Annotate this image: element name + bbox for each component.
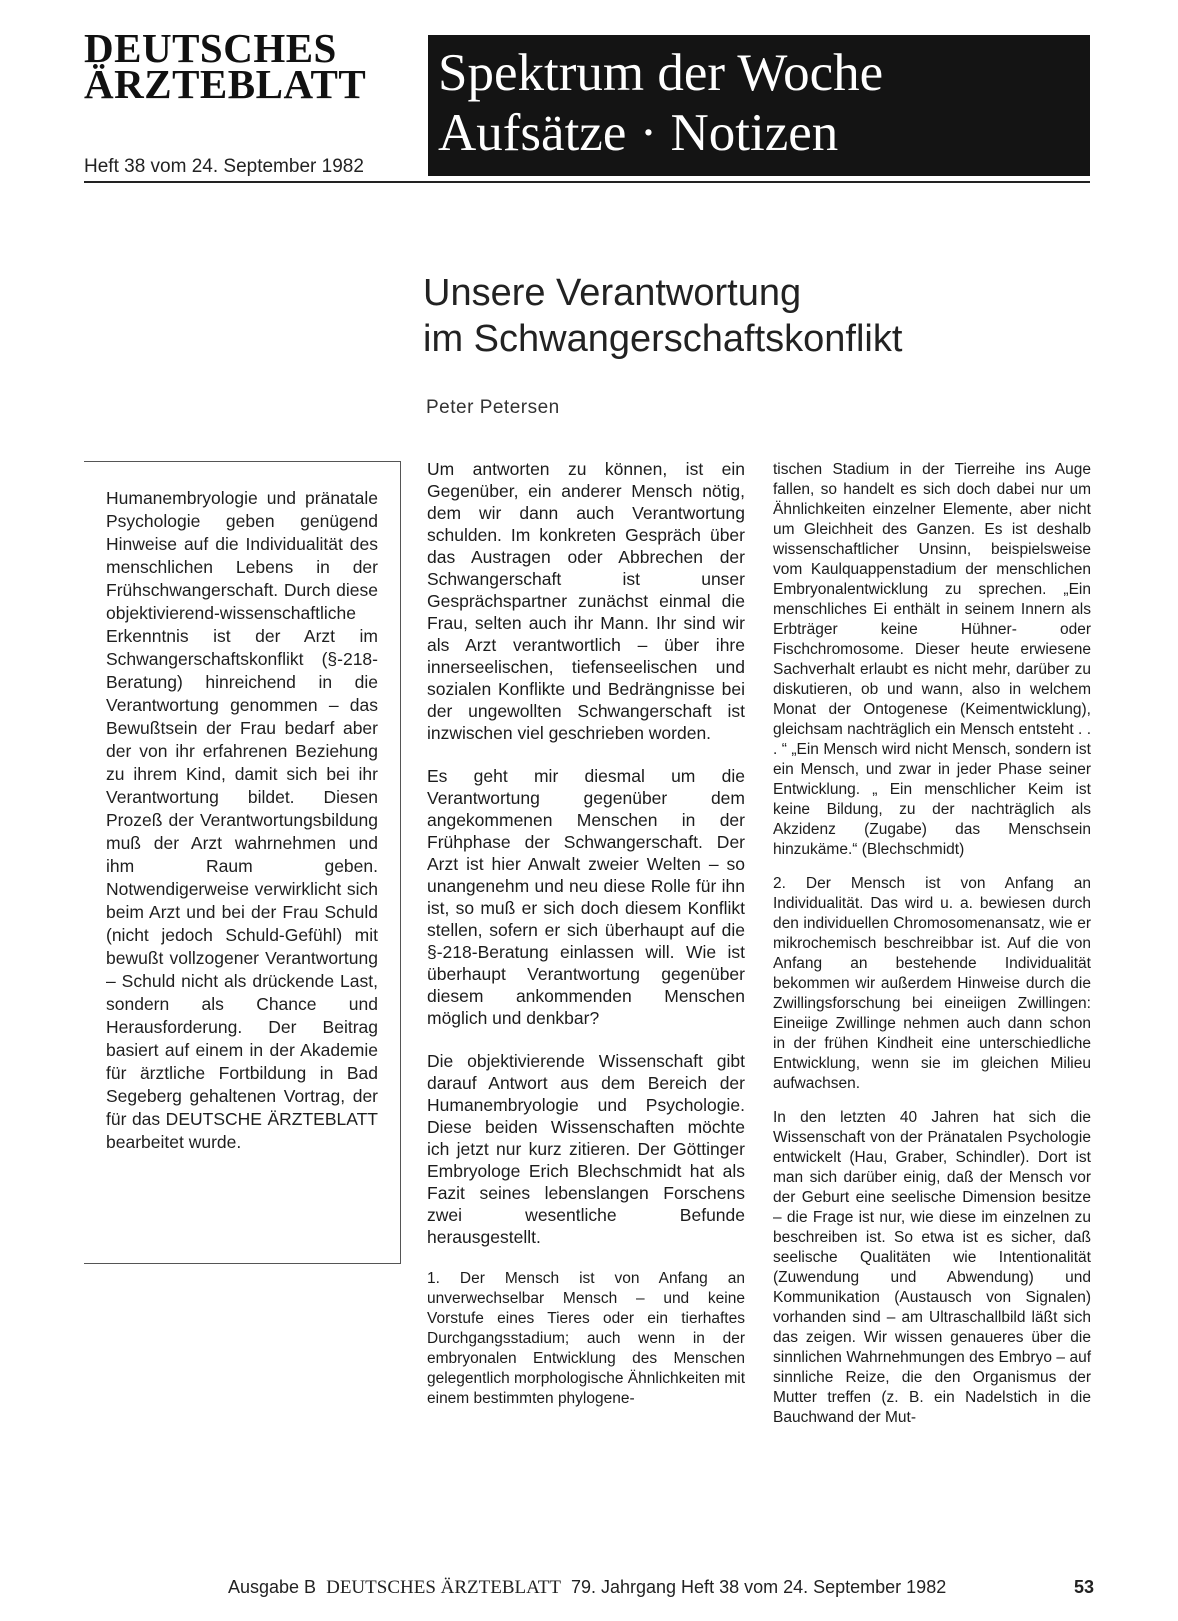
body-paragraph: Um antworten zu können, ist ein Gegenüber, ein anderer Mensch nötig, dem wir dann auch Verantwortung schulden. Im konkreten Gespräch über das Austragen oder Abbrechen der Schwangerschaft ist unser Gesprächspartner zunächst einmal die Frau, selten auch ihr Mann. Ihr sind wir als Arzt verantwortlich – über ihre innerseelischen, tiefenseelischen und sozialen Konflikte und Bedrängnisse bei der ungewollten Schwangerschaft ist inzwischen viel geschrieben worden. (427, 459, 745, 743)
body-paragraph: Es geht mir diesmal um die Verantwortung gegenüber dem angekommenen Menschen in der Frühphase der Schwangerschaft. Der Arzt ist hier Anwalt zweier Welten – so unangenehm und neu diese Rolle für ihn ist, so muß er sich doch diesem Konflikt stellen, sofern er sich überhaupt auf die §-218-Beratung einlassen will. Wie ist überhaupt Verantwortung gegenüber diesem ankommenden Menschen möglich und denkbar? (427, 766, 745, 1028)
issue-line: Heft 38 vom 24. September 1982 (84, 156, 364, 177)
footer-edition: Ausgabe B (228, 1577, 317, 1597)
footer-volume: 79. Jahrgang Heft 38 vom 24. September 1982 (570, 1577, 947, 1597)
page-number: 53 (1073, 1577, 1094, 1597)
body-column-right (773, 460, 1091, 1442)
body-paragraph: tischen Stadium in der Tierreihe ins Auge fallen, so handelt es sich doch dabei nur um Ähnlichkeiten einzelner Elemente, aber nicht um Gleichheit des Ganzen. Es ist deshalb wissenschaftlicher Unsinn, beispielsweise vom Kaulquappenstadium der menschlichen Embryonalentwicklung zu sprechen. „Ein menschliches Ei enthält in seinem Innern als Erbträger keine Hühner- oder Fischchromosome. Dieser heute erwiesene Sachverhalt erlaubt es nicht mehr, darüber zu diskutieren, ob und wann, also in welchem Monat der Ontogenese (Keimentwicklung), gleichsam nachträglich ein Mensch entsteht . . . “ „Ein Mensch wird nicht Mensch, sondern ist ein Mensch, und zwar in jeder Phase seiner Entwicklung. „ Ein menschlicher Keim ist keine Bildung, zu der nachträglich als Akzidenz (Zugabe) das Menschsein hinzukäme.“ (Blechschmidt) (773, 461, 1091, 858)
logo-line-1: DEUTSCHES (84, 25, 337, 71)
body-paragraph: 2. Der Mensch ist von Anfang an Individualität. Das wird u. a. bewiesen durch den individuellen Chromosomenansatz, wie er mikrochemisch beschreibbar ist. Auf die von Anfang an bestehende Individualität bekommen wir außerdem Hinweise durch die Zwillingsforschung bei eineiigen Zwillingen: Eineiige Zwillinge nehmen auch dann schon in der frühen Kindheit eine unterschiedliche Entwicklung, wenn sie im gleichen Milieu aufwachsen. (773, 875, 1091, 1092)
body-paragraph: Die objektivierende Wissenschaft gibt darauf Antwort aus dem Bereich der Humanembryologie und Psychologie. Diese beiden Wissenschaften möchte ich jetzt nur kurz zitieren. Der Göttinger Embryologe Erich Blechschmidt hat als Fazit seines lebenslangen Forschens zwei wesentliche Befunde herausgestellt. (427, 1051, 745, 1247)
section-banner (428, 35, 1090, 176)
body-paragraph: In den letzten 40 Jahren hat sich die Wissenschaft von der Pränatalen Psychologie entwickelt (Hau, Graber, Schindler). Dort ist man sich darüber einig, daß der Mensch vor der Geburt eine seelische Dimension besitze – die Frage ist nur, wie diese im einzelnen zu beschreiben ist. So etwa ist es sicher, daß seelische Qualitäten wie Intentionalität (Zuwendung und Abwendung) und Kommunikation (Austausch von Signalen) vorhanden sind – am Ultraschallbild läßt sich das zeigen. Wir wissen genaueres über die sinnlichen Wahrnehmungen des Embryo – auf sinnliche Reize, die den Organismus der Mutter treffen (z. B. ein Nadelstich in die Bauchwand der Mut- (773, 1109, 1091, 1426)
body-paragraph: 1. Der Mensch ist von Anfang an unverwechselbar Mensch – und keine Vorstufe eines Tieres oder ein tierhaftes Durchgangsstadium; auch wenn in der embryonalen Entwicklung des Menschen gelegentlich morphologische Ähnlichkeiten mit einem bestimmten phylogene- (427, 1270, 745, 1407)
masthead-logo (84, 25, 404, 107)
banner-line-1: Spektrum der Woche (438, 44, 884, 102)
body-column-middle (427, 458, 745, 1423)
article-title (423, 270, 1063, 362)
masthead-divider (84, 181, 1090, 183)
footer-magazine: DEUTSCHES ÄRZTEBLATT (326, 1577, 561, 1598)
title-line-1: Unsere Verantwortung (423, 272, 802, 314)
banner-line-2: Aufsätze · Notizen (438, 104, 839, 162)
title-line-2: im Schwangerschaftskonflikt (423, 318, 903, 360)
abstract-box (84, 461, 401, 1264)
abstract-text: Humanembryologie und pränatale Psychologie geben genügend Hinweise auf die Individualität des menschlichen Lebens in der Frühschwangerschaft. Durch diese objektivierend-wissenschaftliche Erkenntnis ist der Arzt im Schwangerschaftskonflikt (§-218-Beratung) hinreichend in die Verantwortung genommen – das Bewußtsein der Frau bedarf aber der von ihr erfahrenen Beziehung zu ihrem Kind, damit sich bei ihr Verantwortung bildet. Diesen Prozeß der Verantwortungsbildung muß der Arzt wahrnehmen und ihm Raum geben. Notwendigerweise verwirklicht sich beim Arzt und bei der Frau Schuld (nicht jedoch Schuld-Gefühl) mit bewußt vollzogener Verantwortung – Schuld nicht als drückende Last, sondern als Chance und Herausforderung. Der Beitrag basiert auf einem in der Akademie für ärztliche Fortbildung in Bad Segeberg gehaltenen Vortrag, der für das DEUTSCHE ÄRZTEBLATT bearbeitet wurde. (106, 488, 378, 1152)
article-author: Peter Petersen (426, 397, 560, 418)
logo-line-2: ÄRZTEBLATT (84, 61, 367, 107)
page-footer (228, 1577, 1094, 1599)
